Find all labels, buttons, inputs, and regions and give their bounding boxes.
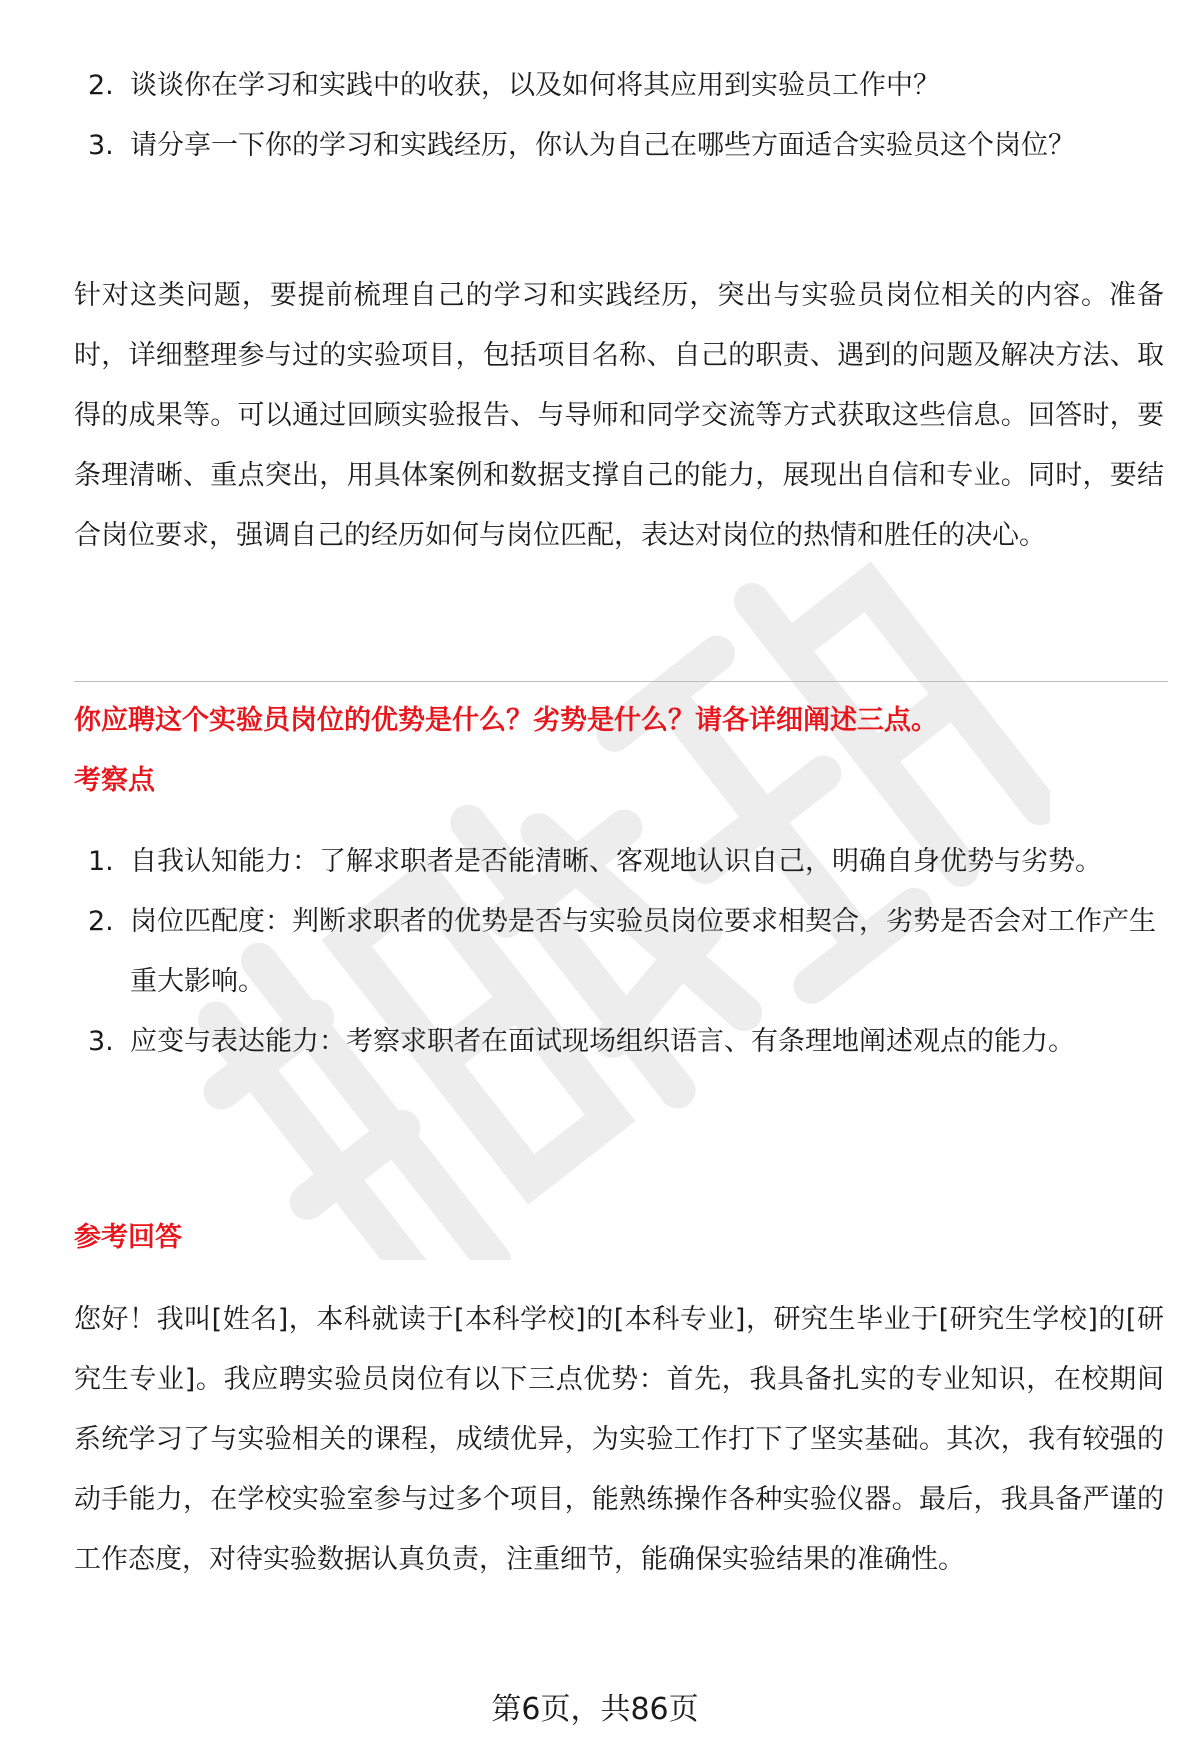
advice-paragraph: 针对这类问题，要提前梳理自己的学习和实践经历，突出与实验员岗位相关的内容。准备时，详细整理参与过的实验项目，包括项目名称、自己的职责、遇到的问题及解决方法、取得的成果等。可以通过回顾实验报告、与导师和同学交流等方式获取这些信息。回答时，要条理清晰、重点突出，用具体案例和数据支撑自己的能力，展现出自信和专业。同时，要结合岗位要求，强调自己的经历如何与岗位匹配，表达对岗位的热情和胜任的决心。 (74, 280, 1164, 551)
question-list-top (88, 56, 1168, 176)
list-item-text: 自我认知能力：了解求职者是否能清晰、客观地认识自己，明确自身优势与劣势。 (130, 846, 1102, 877)
list-item-text: 应变与表达能力：考察求职者在面试现场组织语言、有条理地阐述观点的能力。 (130, 1026, 1075, 1057)
list-item (88, 892, 1168, 1012)
list-item-text: 请分享一下你的学习和实践经历，你认为自己在哪些方面适合实验员这个岗位？ (130, 130, 1075, 161)
list-item (88, 56, 1168, 116)
section-divider (74, 681, 1168, 682)
list-item-text: 谈谈你在学习和实践中的收获，以及如何将其应用到实验员工作中？ (130, 70, 940, 101)
list-item-text: 岗位匹配度：判断求职者的优势是否与实验员岗位要求相契合，劣势是否会对工作产生重大影响。 (130, 906, 1156, 997)
interview-question: 你应聘这个实验员岗位的优势是什么？劣势是什么？请各详细阐述三点。 (74, 705, 938, 736)
list-number: 2. (88, 906, 114, 937)
list-number: 1. (88, 846, 114, 877)
list-item (88, 832, 1168, 892)
answer-heading: 参考回答 (74, 1222, 182, 1253)
list-number: 3. (88, 130, 114, 161)
list-number: 2. (88, 70, 114, 101)
list-item (88, 1012, 1168, 1072)
focus-heading: 考察点 (74, 765, 155, 796)
page-footer: 第6页，共86页 (491, 1692, 699, 1727)
list-item (88, 116, 1168, 176)
answer-paragraph: 您好！我叫[姓名]，本科就读于[本科学校]的[本科专业]，研究生毕业于[研究生学校]的[研究生专业]。我应聘实验员岗位有以下三点优势：首先，我具备扎实的专业知识，在校期间系统学习了与实验相关的课程，成绩优异，为实验工作打下了坚实基础。其次，我有较强的动手能力，在学校实验室参与过多个项目，能熟练操作各种实验仪器。最后，我具备严谨的工作态度，对待实验数据认真负责，注重细节，能确保实验结果的准确性。 (74, 1304, 1164, 1575)
list-number: 3. (88, 1026, 114, 1057)
focus-list (88, 832, 1168, 1072)
